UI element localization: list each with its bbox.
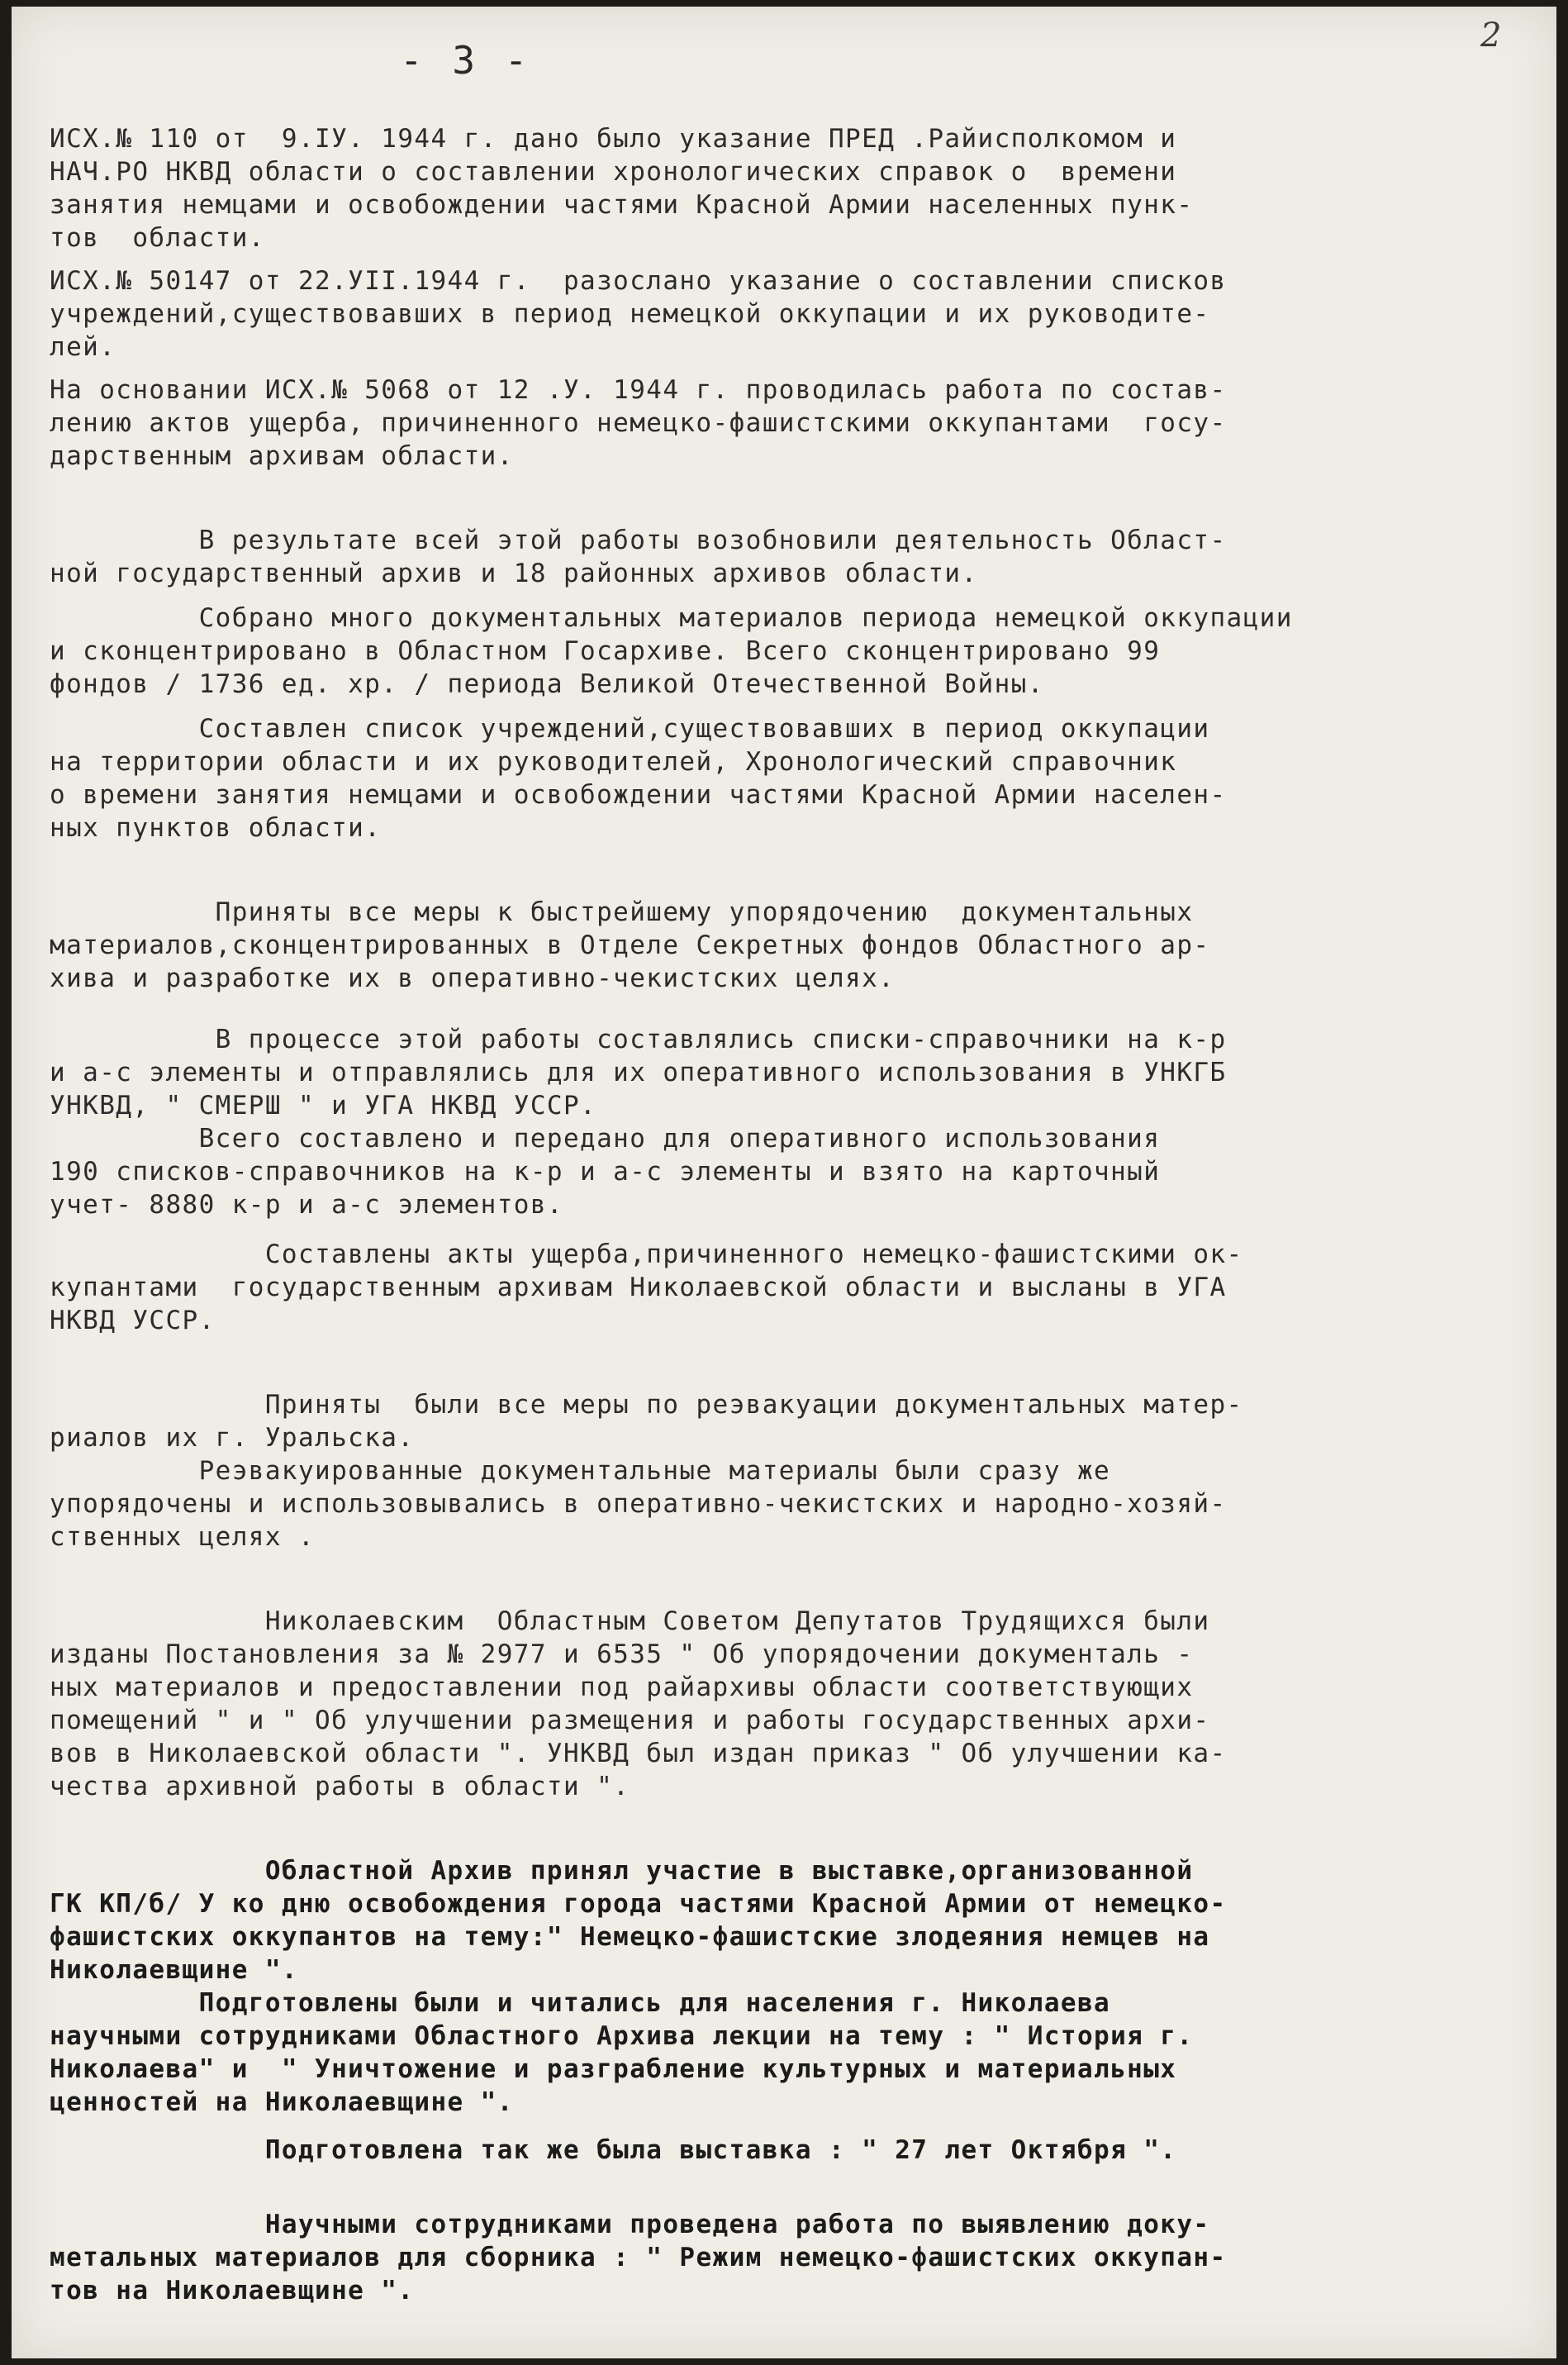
paragraph [50,264,1549,364]
text-line: На основании ИСХ.№ 5068 от 12 .У. 1944 г. проводилась работа по состав- [50,375,1227,405]
text-line: Областной Архив принял участие в выставке,организованной [50,1856,1194,1886]
text-line: вов в Николаевской области ". УНКВД был издан приказ " Об улучшении ка- [50,1739,1227,1768]
text-line: изданы Постановления за № 2977 и 6535 " Об упорядочении документаль - [50,1639,1194,1669]
text-line: лей. [50,332,116,362]
paragraph [50,1238,1549,1337]
text-line: тов на Николаевщине ". [50,2276,415,2306]
paragraph [50,1854,1549,2119]
text-line: Николаевщине ". [50,1955,298,1985]
text-line: ной государственный архив и 18 районных архивов области. [50,559,978,588]
text-line: о времени занятия немцами и освобождении частями Красной Армии населен- [50,780,1227,810]
paragraph [50,712,1549,845]
text-line: ГК КП/б/ У ко дню освобождения города частями Красной Армии от немецко- [50,1889,1227,1919]
text-line: лению актов ущерба, причиненного немецко-фашистскими оккупантами госу- [50,408,1227,438]
text-line: купантами государственным архивам Николаевской области и высланы в УГА [50,1273,1227,1302]
paragraph [50,896,1549,995]
text-line: учреждений,существовавших в период немецкой оккупации и их руководите- [50,299,1210,329]
text-line: Николаева" и " Уничтожение и разграбление культурных и материальных [50,2054,1177,2084]
text-line: Подготовлена так же была выставка : " 27 лет Октября ". [50,2135,1177,2165]
paragraph [50,374,1549,473]
document-page [12,7,1556,2358]
text-line: Научными сотрудниками проведена работа по выявлению доку- [50,2210,1210,2239]
text-line: занятия немцами и освобождении частями Красной Армии населенных пунк- [50,190,1194,220]
text-line: Всего составлено и передано для оперативного использования [50,1124,1161,1154]
handwritten-page-mark: 2 [1480,17,1502,55]
paragraph [50,2208,1549,2307]
text-line: материалов,сконцентрированных в Отделе Секретных фондов Областного ар- [50,930,1210,960]
text-line: ИСХ.№ 50147 от 22.УII.1944 г. разослано указание о составлении списков [50,266,1227,296]
text-line: УНКВД, " СМЕРШ " и УГА НКВД УССР. [50,1091,597,1121]
text-line: чества архивной работы в области ". [50,1772,630,1801]
paragraph [50,602,1549,701]
text-line: хива и разработке их в оперативно-чекистских целях. [50,964,896,993]
paragraph [50,2134,1549,2167]
paragraph [50,1388,1549,1554]
paragraph [50,1023,1549,1221]
text-line: упорядочены и использовывались в оперативно-чекистских и народно-хозяй- [50,1489,1227,1519]
page-number: - 3 - [400,38,531,83]
text-line: метальных материалов для сборника : " Режим немецко-фашистских оккупан- [50,2243,1227,2272]
text-line: фондов / 1736 ед. хр. / периода Великой Отечественной Войны. [50,669,1044,699]
text-line: В процессе этой работы составлялись списки-справочники на к-р [50,1025,1227,1054]
text-line: на территории области и их руководителей, Хронологический справочник [50,747,1177,777]
text-line: ценностей на Николаевщине ". [50,2087,514,2117]
text-line: Составлен список учреждений,существовавших в период оккупации [50,714,1210,744]
text-line: НКВД УССР. [50,1306,216,1335]
text-line: Собрано много документальных материалов периода немецкой оккупации [50,603,1293,633]
text-line: риалов их г. Уральска. [50,1423,415,1453]
text-line: тов области. [50,223,265,253]
text-line: и сконцентрировано в Областном Госархиве. Всего сконцентрировано 99 [50,636,1161,666]
text-line: учет- 8880 к-р и а-с элементов. [50,1190,563,1220]
text-line: 190 списков-справочников на к-р и а-с элементы и взято на карточный [50,1157,1161,1187]
paragraph [50,1605,1549,1803]
text-line: В результате всей этой работы возобновили деятельность Област- [50,526,1227,555]
text-line: Приняты все меры к быстрейшему упорядочению документальных [50,897,1194,927]
text-line: Реэвакуированные документальные материалы были сразу же [50,1456,1111,1486]
paragraph [50,524,1549,590]
text-line: ИСХ.№ 110 от 9.IУ. 1944 г. дано было указание ПРЕД .Райисполкомом и [50,124,1177,154]
paragraph [50,122,1549,255]
text-line: Николаевским Областным Советом Депутатов Трудящихся были [50,1606,1210,1636]
text-line: дарственным архивам области. [50,441,514,471]
text-line: ных пунктов области. [50,813,382,843]
text-line: ственных целях . [50,1522,316,1552]
text-line: научными сотрудниками Областного Архива лекции на тему : " История г. [50,2021,1194,2051]
text-line: Приняты были все меры по реэвакуации документальных матер- [50,1390,1243,1420]
text-line: помещений " и " Об улучшении размещения и работы государственных архи- [50,1706,1210,1735]
text-line: Подготовлены были и читались для населения г. Николаева [50,1988,1111,2018]
text-line: ных материалов и предоставлении под райархивы области соответствующих [50,1673,1194,1702]
text-line: Составлены акты ущерба,причиненного немецко-фашистскими ок- [50,1240,1243,1269]
text-line: НАЧ.РО НКВД области о составлении хронологических справок о времени [50,157,1177,187]
text-line: фашистских оккупантов на тему:" Немецко-фашистские злодеяния немцев на [50,1922,1210,1952]
document-body [50,122,1549,2307]
text-line: и а-с элементы и отправлялись для их оперативного использования в УНКГБ [50,1058,1227,1087]
